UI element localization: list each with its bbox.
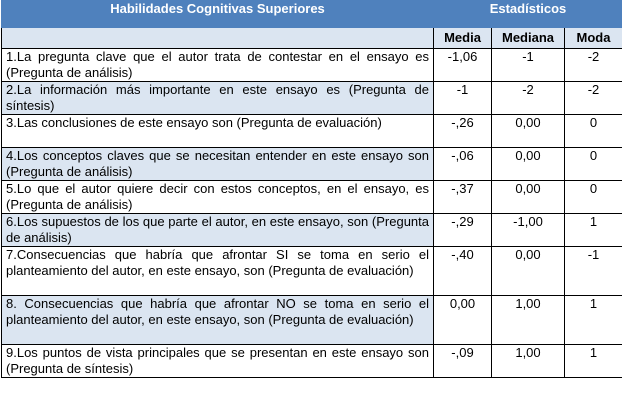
table-row: [2, 247, 623, 296]
mediana-cell: 1,00: [492, 345, 565, 378]
moda-cell: 0: [565, 115, 623, 148]
moda-cell: -1: [565, 247, 623, 296]
question-cell: 7.Consecuencias que habría que afrontar SI se toma en serio el planteamiento del autor, en este ensayo, son (Pregunta de evaluación): [2, 247, 434, 296]
media-cell: -,37: [434, 181, 492, 214]
table-row: [2, 49, 623, 82]
moda-cell: 0: [565, 181, 623, 214]
moda-cell: -2: [565, 49, 623, 82]
subheader-blank: [2, 28, 434, 49]
mediana-cell: 0,00: [492, 115, 565, 148]
header-statistics: Estadísticos: [434, 1, 623, 28]
statistics-table-container: [1, 0, 622, 401]
question-cell: 4.Los conceptos claves que se necesitan entender en este ensayo son (Pregunta de análisis): [2, 148, 434, 181]
moda-cell: 1: [565, 214, 623, 247]
moda-cell: 1: [565, 296, 623, 345]
media-cell: 0,00: [434, 296, 492, 345]
question-cell: 8. Consecuencias que habría que afrontar NO se toma en serio el planteamiento del autor, en este ensayo, son (Pregunta de evaluación): [2, 296, 434, 345]
table-subheader-row: [2, 28, 623, 49]
moda-cell: 1: [565, 345, 623, 378]
moda-cell: 0: [565, 148, 623, 181]
moda-cell: -2: [565, 82, 623, 115]
mediana-cell: -1,00: [492, 214, 565, 247]
header-skills: Habilidades Cognitivas Superiores: [2, 1, 434, 28]
question-cell: 3.Las conclusiones de este ensayo son (Pregunta de evaluación): [2, 115, 434, 148]
media-cell: -,06: [434, 148, 492, 181]
media-cell: -1,06: [434, 49, 492, 82]
mediana-cell: 0,00: [492, 247, 565, 296]
media-cell: -,26: [434, 115, 492, 148]
media-cell: -1: [434, 82, 492, 115]
table-row: [2, 148, 623, 181]
media-cell: -,40: [434, 247, 492, 296]
question-cell: 2.La información más importante en este ensayo es (Pregunta de síntesis): [2, 82, 434, 115]
media-cell: -,09: [434, 345, 492, 378]
subheader-media: Media: [434, 28, 492, 49]
mediana-cell: -2: [492, 82, 565, 115]
mediana-cell: 0,00: [492, 148, 565, 181]
mediana-cell: -1: [492, 49, 565, 82]
table-row: [2, 296, 623, 345]
question-cell: 6.Los supuestos de los que parte el autor, en este ensayo, son (Pregunta de análisis): [2, 214, 434, 247]
table-header-row: [2, 1, 623, 28]
subheader-mediana: Mediana: [492, 28, 565, 49]
question-cell: 1.La pregunta clave que el autor trata de contestar en el ensayo es (Pregunta de análisis): [2, 49, 434, 82]
question-cell: 9.Los puntos de vista principales que se presentan en este ensayo son (Pregunta de síntesis): [2, 345, 434, 378]
mediana-cell: 0,00: [492, 181, 565, 214]
question-cell: 5.Lo que el autor quiere decir con estos conceptos, en el ensayo, es (Pregunta de análisis): [2, 181, 434, 214]
table-row: [2, 345, 623, 378]
mediana-cell: 1,00: [492, 296, 565, 345]
statistics-table: [1, 0, 622, 378]
media-cell: -,29: [434, 214, 492, 247]
table-row: [2, 181, 623, 214]
table-row: [2, 214, 623, 247]
table-row: [2, 115, 623, 148]
subheader-moda: Moda: [565, 28, 623, 49]
table-row: [2, 82, 623, 115]
